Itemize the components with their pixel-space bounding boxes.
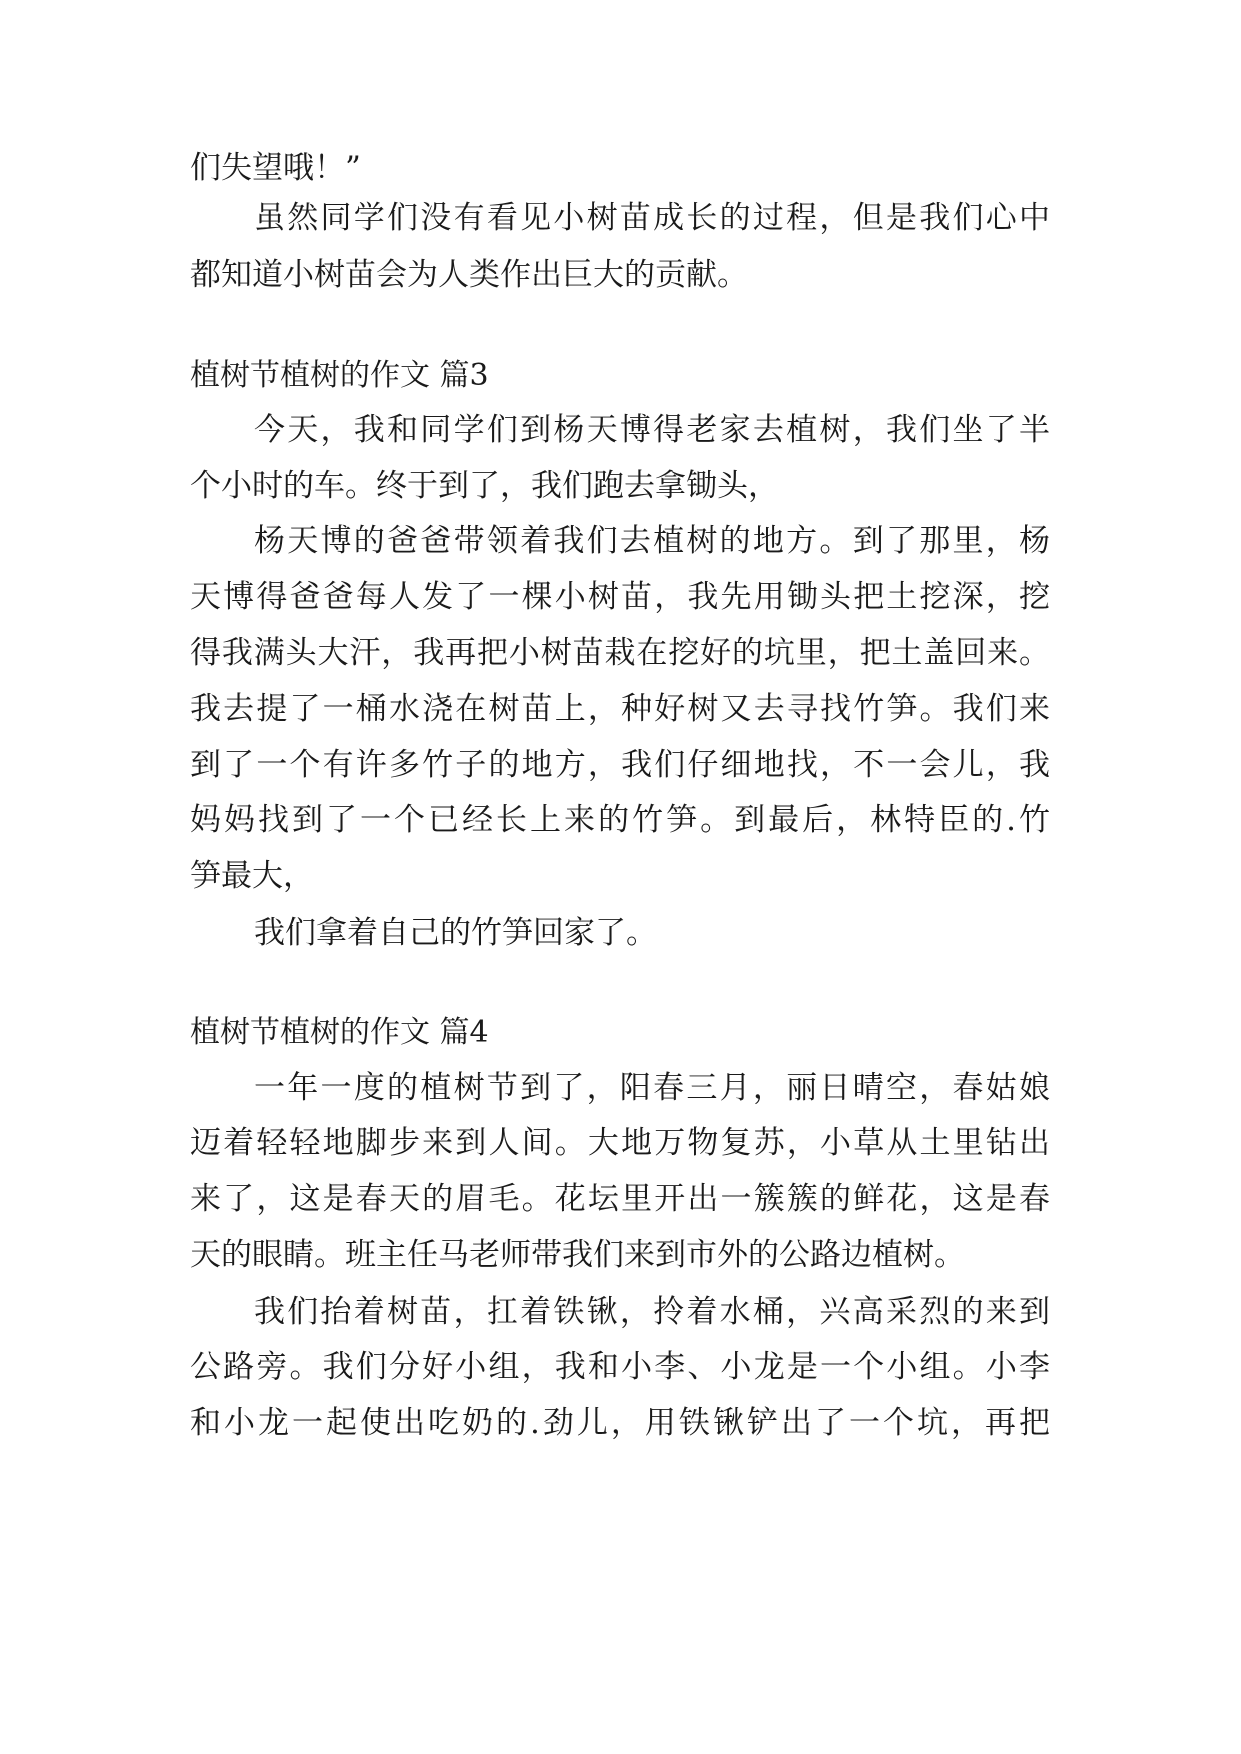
text-line: 今天，我和同学们到杨天博得老家去植树，我们坐了半 (254, 412, 1050, 448)
text-line: 妈妈找到了一个已经长上来的竹笋。到最后，林特臣的.竹 (190, 802, 1050, 838)
text-line: 到了一个有许多竹子的地方，我们仔细地找，不一会儿，我 (190, 747, 1050, 783)
text-line: 们失望哦！” (190, 150, 361, 186)
text-line: 我们抬着树苗，扛着铁锹，拎着水桶，兴高采烈的来到 (254, 1294, 1050, 1330)
text-line: 都知道小树苗会为人类作出巨大的贡献。 (190, 257, 748, 293)
text-line: 笋最大， (190, 858, 314, 894)
text-line: 天的眼睛。班主任马老师带我们来到市外的公路边植树。 (190, 1237, 965, 1273)
text-line: 虽然同学们没有看见小树苗成长的过程，但是我们心中 (254, 200, 1050, 236)
text-line: 天博得爸爸每人发了一棵小树苗，我先用锄头把土挖深，挖 (190, 579, 1050, 615)
text-line: 一年一度的植树节到了，阳春三月，丽日晴空，春姑娘 (254, 1070, 1050, 1106)
text-line: 我们拿着自己的竹笋回家了。 (254, 915, 657, 951)
text-line: 得我满头大汗，我再把小树苗栽在挖好的坑里，把土盖回来。 (190, 635, 1050, 671)
text-line: 我去提了一桶水浇在树苗上，种好树又去寻找竹笋。我们来 (190, 691, 1050, 727)
text-line: 杨天博的爸爸带领着我们去植树的地方。到了那里，杨 (254, 523, 1050, 559)
text-line: 迈着轻轻地脚步来到人间。大地万物复苏，小草从土里钻出 (190, 1125, 1050, 1161)
section-heading-4: 植树节植树的作文 篇4 (190, 1015, 489, 1050)
text-line: 来了，这是春天的眉毛。花坛里开出一簇簇的鲜花，这是春 (190, 1181, 1050, 1217)
section-heading-3: 植树节植树的作文 篇3 (190, 358, 489, 393)
text-line: 个小时的车。终于到了，我们跑去拿锄头， (190, 468, 779, 504)
text-line: 公路旁。我们分好小组，我和小李、小龙是一个小组。小李 (190, 1349, 1050, 1385)
text-line: 和小龙一起使出吃奶的.劲儿，用铁锹铲出了一个坑，再把 (190, 1405, 1050, 1441)
